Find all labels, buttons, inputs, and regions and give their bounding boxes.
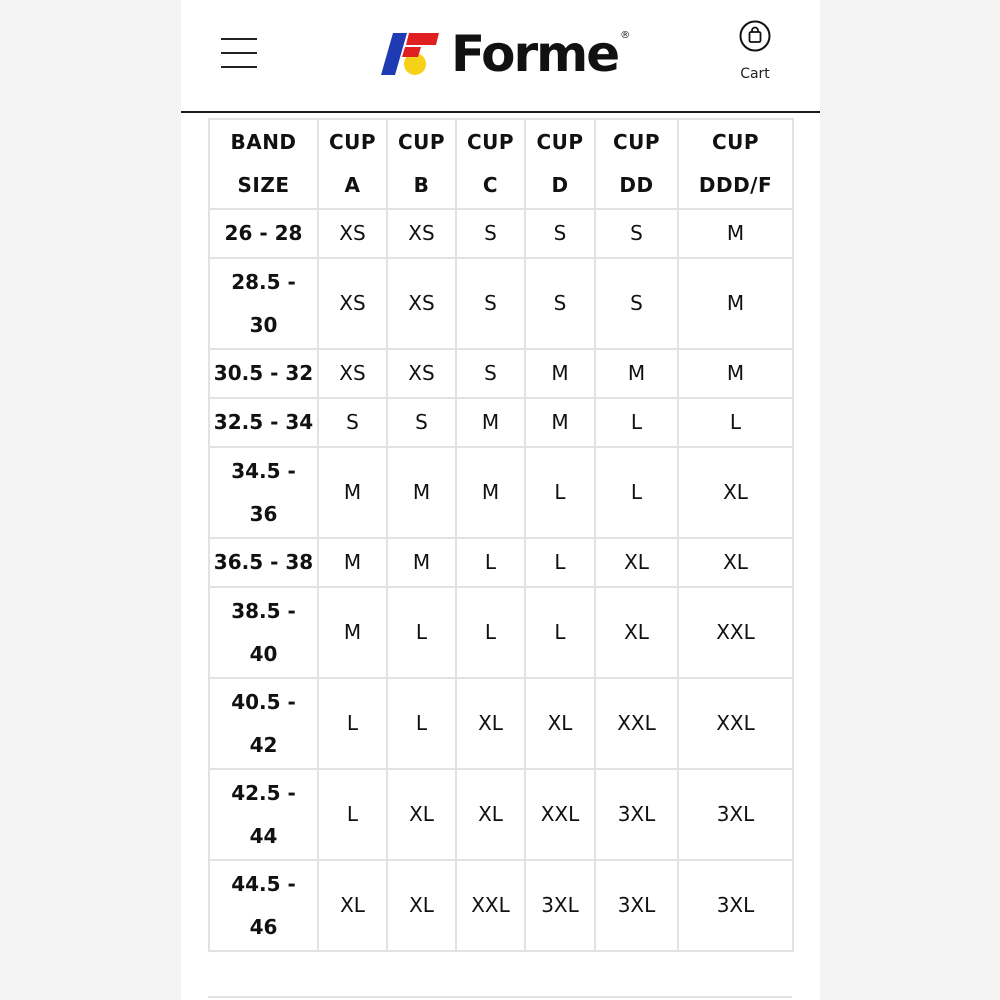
size-cell: XL <box>318 860 387 951</box>
table-row <box>209 258 793 349</box>
cart-button[interactable] <box>733 20 777 82</box>
size-cell: M <box>456 447 525 538</box>
table-row <box>209 860 793 951</box>
table-row <box>209 209 793 258</box>
header-row <box>209 119 793 209</box>
size-cell: S <box>595 209 678 258</box>
size-cell: S <box>456 209 525 258</box>
size-cell: M <box>387 447 456 538</box>
size-cell: M <box>525 349 595 398</box>
band-size-cell: 28.5 - 30 <box>209 258 318 349</box>
column-header-cup <box>318 119 387 209</box>
size-cell: XXL <box>678 678 793 769</box>
site-header <box>181 0 820 113</box>
size-cell: S <box>525 258 595 349</box>
column-header-line: A <box>344 173 361 197</box>
size-cell: L <box>387 678 456 769</box>
size-cell: XXL <box>525 769 595 860</box>
size-cell: M <box>595 349 678 398</box>
size-cell: XL <box>387 860 456 951</box>
size-cell: XS <box>318 349 387 398</box>
column-header-line: BAND <box>230 130 297 154</box>
menu-icon[interactable] <box>221 36 257 70</box>
table-row <box>209 538 793 587</box>
column-header-line: CUP <box>466 130 515 154</box>
size-cell: XS <box>387 258 456 349</box>
size-cell: S <box>456 349 525 398</box>
column-header-cup <box>387 119 456 209</box>
size-cell: 3XL <box>525 860 595 951</box>
size-cell: L <box>678 398 793 447</box>
column-header-line: CUP <box>612 130 661 154</box>
size-cell: XL <box>525 678 595 769</box>
size-cell: L <box>595 447 678 538</box>
size-cell: L <box>525 447 595 538</box>
size-cell: XL <box>678 538 793 587</box>
size-cell: XL <box>595 538 678 587</box>
band-size-cell: 38.5 - 40 <box>209 587 318 678</box>
column-header-line: D <box>551 173 569 197</box>
size-cell: XL <box>387 769 456 860</box>
registered-mark: ® <box>620 30 631 41</box>
size-cell: XXL <box>595 678 678 769</box>
table-row <box>209 349 793 398</box>
column-header-line: CUP <box>397 130 446 154</box>
logo-text: Forme <box>451 25 619 83</box>
column-header-cup <box>525 119 595 209</box>
divider <box>208 996 792 998</box>
size-cell: XXL <box>456 860 525 951</box>
size-cell: XS <box>318 258 387 349</box>
size-cell: L <box>595 398 678 447</box>
column-header-line: CUP <box>328 130 377 154</box>
size-cell: L <box>525 538 595 587</box>
size-cell: M <box>318 447 387 538</box>
column-header-cup <box>678 119 793 209</box>
table-row <box>209 678 793 769</box>
size-cell: 3XL <box>678 769 793 860</box>
size-cell: XXL <box>678 587 793 678</box>
size-cell: M <box>318 538 387 587</box>
size-cell: XL <box>678 447 793 538</box>
table-row <box>209 398 793 447</box>
size-cell: S <box>595 258 678 349</box>
shopping-bag-icon <box>739 20 771 52</box>
band-size-cell: 30.5 - 32 <box>209 349 318 398</box>
column-header-cup <box>456 119 525 209</box>
size-cell: M <box>678 349 793 398</box>
column-header-line: DD <box>619 173 654 197</box>
size-cell: M <box>525 398 595 447</box>
size-cell: XL <box>456 678 525 769</box>
size-cell: XL <box>595 587 678 678</box>
column-header-cup <box>595 119 678 209</box>
size-cell: L <box>387 587 456 678</box>
page <box>181 0 820 1000</box>
size-cell: XS <box>318 209 387 258</box>
column-header-line: B <box>413 173 430 197</box>
column-header-line: SIZE <box>237 173 290 197</box>
band-size-cell: 36.5 - 38 <box>209 538 318 587</box>
size-cell: S <box>456 258 525 349</box>
band-size-cell: 42.5 - 44 <box>209 769 318 860</box>
size-chart-table <box>208 118 794 952</box>
size-cell: M <box>456 398 525 447</box>
size-cell: L <box>456 587 525 678</box>
cart-label: Cart <box>740 66 770 82</box>
column-header-band-size <box>209 119 318 209</box>
forme-logo-mark-icon <box>381 31 441 77</box>
size-cell: XL <box>456 769 525 860</box>
size-cell: M <box>318 587 387 678</box>
table-row <box>209 447 793 538</box>
column-header-line: C <box>482 173 499 197</box>
band-size-cell: 44.5 - 46 <box>209 860 318 951</box>
size-cell: M <box>678 258 793 349</box>
size-cell: M <box>678 209 793 258</box>
size-cell: L <box>318 678 387 769</box>
table-row <box>209 587 793 678</box>
size-cell: L <box>318 769 387 860</box>
size-cell: S <box>525 209 595 258</box>
column-header-line: DDD/F <box>698 173 773 197</box>
size-cell: 3XL <box>595 860 678 951</box>
size-cell: S <box>387 398 456 447</box>
size-cell: 3XL <box>678 860 793 951</box>
size-cell: L <box>525 587 595 678</box>
band-size-cell: 32.5 - 34 <box>209 398 318 447</box>
table-row <box>209 769 793 860</box>
column-header-line: CUP <box>711 130 760 154</box>
size-cell: 3XL <box>595 769 678 860</box>
size-cell: XS <box>387 209 456 258</box>
size-cell: L <box>456 538 525 587</box>
band-size-cell: 34.5 - 36 <box>209 447 318 538</box>
size-chart <box>208 118 792 952</box>
band-size-cell: 26 - 28 <box>209 209 318 258</box>
size-cell: M <box>387 538 456 587</box>
band-size-cell: 40.5 - 42 <box>209 678 318 769</box>
brand-logo[interactable] <box>381 25 631 83</box>
size-cell: XS <box>387 349 456 398</box>
column-header-line: CUP <box>536 130 584 154</box>
size-cell: S <box>318 398 387 447</box>
